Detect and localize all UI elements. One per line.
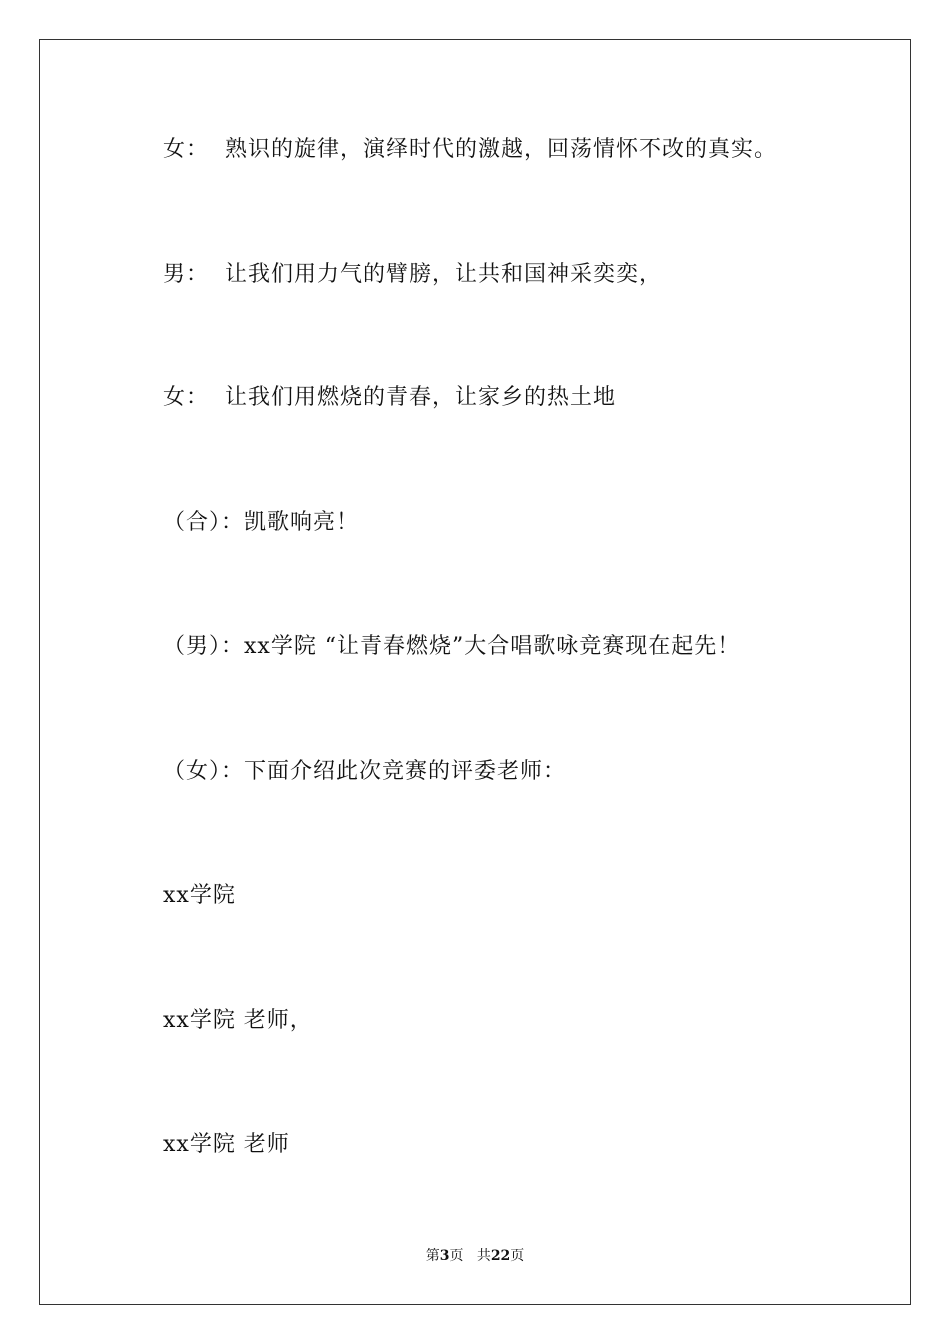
dialogue-line-4: （合）：凯歌响亮！ — [163, 510, 360, 535]
judge-line-1: xx学院 — [163, 883, 236, 908]
dialogue-line-2: 男： 让我们用力气的臂膀，让共和国神采奕奕， — [163, 262, 662, 287]
judge-line-2: xx学院 老师， — [163, 1008, 313, 1033]
footer-page-prefix: 第 — [425, 1248, 440, 1264]
footer-page-number: 3 — [439, 1248, 450, 1264]
footer-total-prefix: 共 — [476, 1248, 491, 1264]
page-border — [39, 39, 911, 1305]
footer-total-number: 22 — [490, 1248, 511, 1264]
footer-total-suffix: 页 — [510, 1248, 525, 1264]
dialogue-line-5: （男）：xx学院 “让青春燃烧”大合唱歌咏竞赛现在起先！ — [163, 634, 741, 659]
page-footer — [0, 1247, 950, 1265]
dialogue-line-3: 女： 让我们用燃烧的青春，让家乡的热土地 — [163, 385, 616, 410]
footer-page-suffix: 页 — [449, 1248, 464, 1264]
dialogue-line-1: 女： 熟识的旋律，演绎时代的激越，回荡情怀不改的真实。 — [163, 137, 777, 162]
dialogue-line-6: （女）：下面介绍此次竞赛的评委老师： — [163, 759, 567, 784]
judge-line-3: xx学院 老师 — [163, 1132, 290, 1157]
